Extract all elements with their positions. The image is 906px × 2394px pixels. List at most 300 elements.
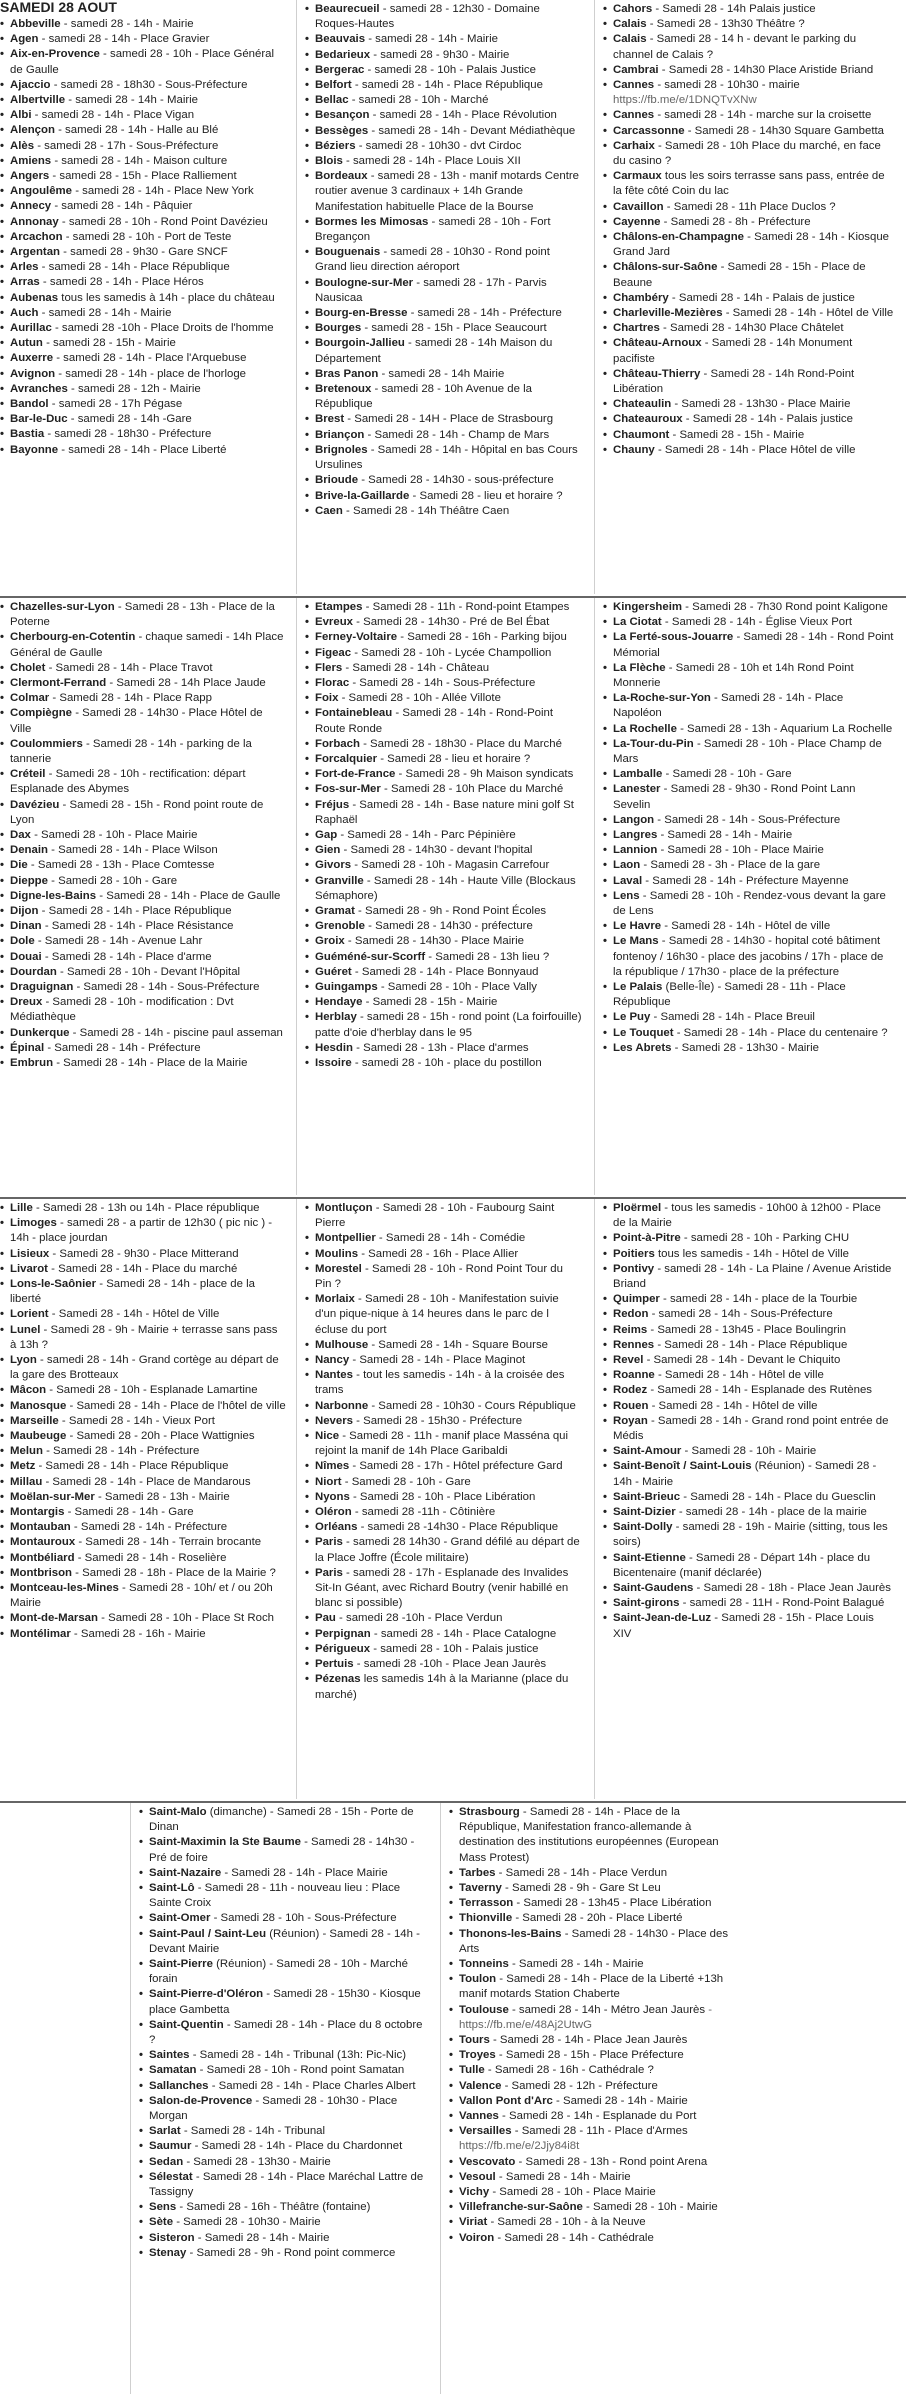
event-details: - samedi 28 - 14h - La Plaine / Avenue Aristide Briand	[613, 1262, 892, 1291]
event-details: - samedi 28 - 14h - place de la Tourbie	[659, 1293, 858, 1306]
city-name: Beaurecueil	[315, 3, 380, 15]
event-details: - Samedi 28 - 15h30 - Préfecture	[353, 1414, 523, 1427]
city-name: Dunkerque	[10, 1026, 70, 1039]
event-item	[0, 661, 286, 676]
city-name: Chateauroux	[613, 413, 683, 426]
event-details: - Samedi 28 - 13h lieu ?	[425, 950, 550, 963]
event-item	[603, 737, 894, 767]
event-item	[139, 2048, 424, 2063]
city-name: Annonay	[10, 215, 59, 228]
city-name: Lyon	[10, 1354, 37, 1367]
event-details: (Réunion) - Samedi 28 - 14h - Mairie	[613, 1460, 877, 1488]
event-item	[449, 1896, 734, 1911]
event-link[interactable]: https://fb.me/e/2Jjy84i8t	[459, 2140, 580, 2153]
event-item	[449, 1881, 734, 1896]
city-name: Bordeaux	[315, 170, 368, 183]
event-item	[305, 93, 582, 108]
event-details: - Samedi 28 - 14h - Église Vieux Port	[661, 616, 853, 629]
event-details: - samedi 28 - 14h - Place Héros	[39, 276, 204, 289]
event-item	[603, 843, 894, 858]
event-details: - Samedi 28 - 14h30 - Place Hôtel de Ville	[10, 707, 263, 735]
event-details: - samedi 28 - 14h - Mairie	[38, 306, 172, 319]
event-details: - Samedi 28 - 14h - Rond Point Mémorial	[613, 631, 894, 659]
event-item	[305, 473, 582, 488]
event-item	[305, 1010, 582, 1040]
event-details: - Samedi 28 - 15h - Place Préfecture	[495, 2049, 684, 2062]
event-item	[603, 767, 894, 782]
event-item	[0, 676, 286, 691]
event-item	[603, 1383, 894, 1398]
event-details: - samedi 28 - 14h - Sous-Préfecture	[648, 1308, 833, 1321]
event-item	[305, 504, 582, 519]
event-link[interactable]: https://fb.me/e/1DNQTvXNw	[613, 94, 757, 107]
event-item	[305, 245, 582, 275]
event-details: - Samedi 28 - 14h - Place Bonnyaud	[351, 965, 539, 978]
event-item	[305, 108, 582, 123]
event-details: - Samedi 28 - 16h - Cathédrale ?	[484, 2064, 654, 2077]
event-details: - chaque samedi - 14h Place Général de Gaulle	[10, 631, 284, 659]
event-details: - samedi 28 - 14h - Devant Médiathèque	[368, 124, 576, 137]
city-name: Forbach	[315, 737, 360, 750]
city-name: Cavaillon	[613, 200, 664, 213]
city-name: Vesoul	[459, 2170, 496, 2183]
city-name: Alès	[10, 139, 35, 152]
event-details: - Samedi 28 - 14h - Préfecture	[44, 1041, 201, 1054]
event-item	[0, 1551, 286, 1566]
city-name: Sedan	[149, 2155, 184, 2168]
city-name: Lannion	[613, 844, 658, 857]
event-item	[603, 260, 894, 290]
event-details: (Réunion) - Samedi 28 - 10h - Marché forain	[149, 1958, 408, 1986]
city-name: Chauny	[613, 443, 655, 456]
city-name: Bourg-en-Bresse	[315, 307, 408, 320]
city-name: Sélestat	[149, 2170, 193, 2183]
event-item	[603, 108, 894, 123]
city-name: Laon	[613, 859, 641, 872]
event-details: - Samedi 28 - 14h - Préfecture Mayenne	[642, 874, 849, 887]
city-name: Dole	[10, 935, 35, 948]
events-column	[130, 1803, 430, 2394]
event-details: - samedi 28 - 14h - Mairie	[365, 33, 498, 46]
city-name: Embrun	[10, 1057, 54, 1070]
event-details: - Samedi 28 - 14h - Place Travot	[45, 661, 213, 674]
event-details: - Samedi 28 - 14h - Tribunal	[180, 2125, 326, 2138]
event-details: - samedi 28 - 14h - Mairie	[60, 18, 194, 30]
city-name: Nyons	[315, 1490, 350, 1503]
city-name: Cayenne	[613, 215, 661, 228]
event-item	[0, 93, 286, 108]
city-name: Narbonne	[315, 1399, 369, 1412]
event-item	[0, 843, 286, 858]
city-name: Brest	[315, 413, 345, 426]
event-details: - Samedi 28 - 14h - Terrain brocante	[75, 1536, 262, 1549]
event-item	[0, 965, 286, 980]
city-name: Fontainebleau	[315, 707, 393, 720]
city-name: Bastia	[10, 428, 45, 441]
event-item	[305, 1247, 582, 1262]
event-item	[603, 17, 894, 32]
city-name: Nancy	[315, 1354, 350, 1367]
event-item	[449, 2200, 734, 2215]
event-details: - Samedi 28 - 14h - Mairie	[508, 1958, 644, 1971]
event-details: - Samedi 28 - 14h - Hôpital en bas Cours Ursulines	[315, 443, 578, 472]
event-item	[603, 600, 894, 615]
event-item	[305, 950, 582, 965]
event-details: - samedi 28 - 10h - Marché	[348, 94, 489, 107]
event-details: - Samedi 28 - 14h - Place Napoléon	[613, 692, 844, 720]
city-name: Orléans	[315, 1521, 358, 1534]
event-details: - samedi 28 - 18h30 - Sous-Préfecture	[50, 78, 248, 91]
event-item	[305, 1459, 582, 1474]
city-name: Lorient	[10, 1308, 49, 1321]
event-item	[603, 336, 894, 366]
event-details: - Samedi 28 - 13h30 - Place Mairie	[671, 398, 851, 411]
city-name: Saint-Paul / Saint-Leu	[149, 1927, 267, 1940]
city-name: Forcalquier	[315, 753, 378, 766]
city-name: Royan	[613, 1414, 648, 1427]
city-name: Perpignan	[315, 1627, 371, 1640]
event-details: - Samedi 28 - 10h - Place Champ de Mars	[613, 737, 882, 766]
event-details: - Samedi 28 - 14h - Place de l'hôtel de ville	[66, 1399, 286, 1412]
event-details: - samedi 28 - 14h - Place Révolution	[369, 109, 557, 122]
events-column	[296, 598, 588, 1195]
city-name: Périgueux	[315, 1642, 371, 1655]
city-name: Annecy	[10, 200, 52, 213]
event-link[interactable]: - https://fb.me/e/48Aj2UtwG	[459, 2003, 713, 2031]
city-name: Maubeuge	[10, 1430, 67, 1443]
city-name: Carcassonne	[613, 124, 685, 137]
event-details: - samedi 28 - 15h - Mairie	[42, 337, 176, 350]
city-name: Valence	[459, 2079, 502, 2092]
event-details: - Samedi 28 - 13h - Place Comtesse	[27, 859, 215, 872]
event-details: - Samedi 28 - 18h - Place de la Mairie ?	[72, 1566, 276, 1579]
event-item	[449, 2094, 734, 2109]
event-item	[0, 427, 286, 442]
event-item	[305, 1429, 582, 1459]
city-name: Mâcon	[10, 1384, 47, 1397]
event-details: - samedi 28 - 10h - Port de Teste	[62, 230, 232, 243]
city-name: Nice	[315, 1430, 340, 1443]
event-details: - Samedi 28 - 13h30 Théâtre ?	[646, 18, 805, 31]
city-name: Denain	[10, 844, 48, 857]
event-item	[603, 367, 894, 397]
event-item	[305, 78, 582, 93]
events-column	[594, 1199, 900, 1799]
event-item	[603, 428, 894, 443]
event-item	[305, 676, 582, 691]
event-details: - samedi 28 - 14h Mairie	[378, 367, 505, 380]
event-details: - Samedi 28 - 14h - Parc Pépinière	[337, 829, 516, 842]
city-name: Caen	[315, 504, 343, 517]
event-details: - Samedi 28 - 14h - Place Charles Albert	[208, 2079, 416, 2092]
event-item	[603, 1368, 894, 1383]
event-item	[449, 2033, 734, 2048]
city-name: Guingamps	[315, 981, 378, 994]
event-item	[305, 169, 582, 215]
event-item	[603, 230, 894, 260]
event-details: - Samedi 28 - 14h - piscine paul asseman	[69, 1026, 283, 1039]
event-details: - samedi 28 -10h - Place Verdun	[335, 1612, 503, 1625]
event-details: - Samedi 28 - 14h - Palais justice	[682, 413, 853, 426]
event-item	[0, 600, 286, 630]
event-item	[449, 2170, 734, 2185]
event-details: - Samedi 28 - 14h - Devant le Chiquito	[643, 1354, 841, 1367]
city-name: Bormes les Mimosas	[315, 215, 429, 228]
city-name: Revel	[613, 1354, 644, 1367]
event-item	[305, 661, 582, 676]
city-name: Groix	[315, 935, 345, 948]
city-name: Oléron	[315, 1506, 352, 1519]
event-details: - Samedi 28 - 9h - Gare St Leu	[501, 1882, 661, 1895]
event-details: - Samedi 28 - 11h - nouveau lieu : Place Sainte Croix	[149, 1882, 401, 1910]
event-item	[305, 1672, 582, 1702]
city-name: Carhaix	[613, 139, 655, 152]
event-item	[0, 980, 286, 995]
event-item	[603, 443, 894, 458]
event-details: - Samedi 28 - 14h30 - Place des Arts	[459, 1927, 729, 1955]
event-item	[603, 1490, 894, 1505]
event-details: - samedi 28 - 14h - Place Catalogne	[370, 1627, 557, 1640]
city-name: Auch	[10, 306, 39, 319]
event-item	[305, 1201, 582, 1231]
event-details: - Samedi 28 - 13h45 - Place Boulingrin	[647, 1323, 847, 1336]
event-details: - Samedi 28 - 13h - Place d'armes	[352, 1041, 529, 1054]
city-name: Poitiers	[613, 1247, 655, 1260]
city-name: Strasbourg	[459, 1806, 520, 1818]
event-details: - Samedi 28 - 10h - Faubourg Saint Pierre	[315, 1202, 555, 1230]
event-item	[305, 874, 582, 904]
event-details: - Samedi 28 - 10h - Rendez-vous devant la gare de Lens	[613, 889, 886, 918]
event-details: - samedi 28 - 14h - Place Louis XII	[342, 155, 521, 168]
event-item	[305, 858, 582, 873]
city-name: Moëlan-sur-Mer	[10, 1490, 95, 1503]
event-item	[139, 2200, 424, 2215]
event-item	[603, 1041, 894, 1056]
city-name: Brignoles	[315, 443, 368, 456]
city-name: Montargis	[10, 1506, 65, 1519]
event-item	[603, 1292, 894, 1307]
event-item	[305, 904, 582, 919]
event-item	[0, 1505, 286, 1520]
event-details: - samedi 28 - 14h - Place Gravier	[38, 33, 210, 46]
event-item	[0, 630, 286, 660]
event-details: - samedi 28 - 14h - Place Vigan	[31, 109, 195, 122]
event-details: - Samedi 28 - 14h - Préfecture	[42, 1445, 200, 1458]
city-name: Saint-girons	[613, 1597, 680, 1610]
city-name: Coulommiers	[10, 737, 83, 750]
event-item	[449, 1972, 734, 2002]
event-details: - samedi 28 - 15h - Place Seaucourt	[361, 322, 547, 335]
event-details: - Samedi 28 - 9h - Mairie + terrasse sans pass à 13h ?	[10, 1323, 278, 1351]
event-details: - Samedi 28 - 14h - Square Bourse	[368, 1338, 548, 1351]
city-name: Fréjus	[315, 798, 350, 811]
event-details: - Samedi 28 - 14h - Hôtel de ville	[648, 1399, 818, 1412]
event-item	[305, 737, 582, 752]
event-item	[305, 489, 582, 504]
event-details: - Samedi 28 - 14h - Palais de justice	[668, 291, 855, 304]
event-details: - Samedi 28 - 10h - Rond point Samatan	[196, 2064, 405, 2077]
city-name: Niort	[315, 1475, 342, 1488]
city-name: Morestel	[315, 1262, 362, 1275]
event-details: - Samedi 28 - 10h - Gare	[662, 768, 792, 781]
event-details: - Samedi 28 - lieu et horaire ?	[377, 753, 531, 766]
event-details: - Samedi 28 - 14h - Place Mairie	[221, 1866, 388, 1879]
event-details: - Samedi 28 - 14h - Place Breuil	[650, 1011, 815, 1024]
event-item	[0, 169, 286, 184]
event-details: - Samedi 28 - 9h - Rond Point Écoles	[354, 905, 547, 918]
event-details: - samedi 28 - 13h - manif motards Centre routier avenue 3 cardinaux + 14h Grande Manifestation habituelle Place de la Bourse	[315, 170, 579, 213]
event-details: - Samedi 28 - 14h - Hôtel de Ville	[722, 307, 894, 320]
city-name: Toulouse	[459, 2003, 509, 2016]
city-name: Sarlat	[149, 2125, 181, 2138]
event-item	[139, 2155, 424, 2170]
event-item	[0, 245, 286, 260]
event-details: - Samedi 28 - Départ 14h - place du Bicentenaire (manif déclarée)	[613, 1551, 871, 1579]
event-item	[0, 1566, 286, 1581]
event-details: - Samedi 28 - 9h Maison syndicats	[395, 768, 574, 781]
city-name: Montauban	[10, 1521, 71, 1534]
event-item	[603, 63, 894, 78]
section-divider	[0, 596, 906, 598]
event-item	[0, 767, 286, 797]
city-name: Tarbes	[459, 1866, 496, 1879]
event-item	[449, 1805, 734, 1866]
event-details: - Samedi 28 - 11h - Place d'Armes	[511, 2125, 688, 2138]
event-details: - Samedi 28 - 13h30 - Mairie	[183, 2155, 331, 2168]
event-details: - Samedi 28 - 13h - Place de la Poterne	[10, 601, 275, 629]
event-item	[305, 934, 582, 949]
event-item	[603, 1307, 894, 1322]
event-details: - Samedi 28 - 15h - Mairie	[362, 996, 498, 1009]
city-name: Cannes	[613, 79, 655, 92]
event-details: - Samedi 28 - 10h - Place Mairie	[30, 829, 198, 842]
event-details: - Samedi 28 - 10h - Magasin Carrefour	[351, 859, 550, 872]
city-name: Evreux	[315, 616, 353, 629]
event-details: - Samedi 28 - 10h30 - Cours République	[368, 1399, 576, 1412]
event-item	[305, 615, 582, 630]
event-item	[0, 412, 286, 427]
city-name: Davézieu	[10, 798, 60, 811]
event-details: - samedi 28 - 14h - marche sur la croisette	[654, 109, 872, 122]
city-name: Besançon	[315, 109, 370, 122]
event-details: - Samedi 28 - 16h - Théâtre (fontaine)	[176, 2201, 371, 2214]
event-item	[139, 1835, 424, 1865]
city-name: Metz	[10, 1460, 36, 1473]
event-details: - Samedi 28 - 14h - Rond-Point Route Ronde	[315, 707, 554, 735]
city-name: Lens	[613, 889, 640, 902]
event-details: - Samedi 28 - 14h - Place de la République, Manifestation franco-allemande à destination des institutions européennes (European Mass Protest)	[459, 1806, 719, 1864]
event-details: - Samedi 28 - 9h - Rond point commerce	[186, 2246, 396, 2259]
events-column	[594, 0, 900, 594]
city-name: Saintes	[149, 2049, 190, 2062]
event-item	[305, 336, 582, 366]
event-details: - Samedi 28 - 16h - Place Allier	[358, 1247, 519, 1260]
event-details: - Samedi 28 - 14h - Mairie	[552, 2094, 688, 2107]
event-item	[305, 646, 582, 661]
city-name: Autun	[10, 337, 43, 350]
city-name: Saint-Gaudens	[613, 1582, 694, 1595]
event-details: - Samedi 28 - 14h - Base nature mini golf St Raphaël	[315, 798, 574, 826]
event-item	[449, 2155, 734, 2170]
city-name: Beauvais	[315, 33, 366, 46]
event-item	[305, 1056, 582, 1071]
city-name: Calais	[613, 33, 647, 46]
event-details: - Samedi 28 - 10h - Mairie	[681, 1445, 817, 1458]
event-details: - Samedi 28 - 14h - Sous-Préfecture	[654, 813, 841, 826]
event-item	[603, 1247, 894, 1262]
city-name: Lons-le-Saônier	[10, 1278, 97, 1291]
event-item	[305, 965, 582, 980]
event-item	[305, 980, 582, 995]
city-name: Angers	[10, 170, 50, 183]
city-name: Samatan	[149, 2064, 197, 2077]
event-item	[0, 321, 286, 336]
city-name: Bellac	[315, 94, 349, 107]
city-name: Salon-de-Provence	[149, 2094, 253, 2107]
event-details: - Samedi 28 - 10h - Place St Roch	[97, 1612, 274, 1625]
city-name: Moulins	[315, 1247, 359, 1260]
event-item	[603, 139, 894, 169]
event-details: - Samedi 28 - 15h30 - Kiosque place Gambetta	[149, 1988, 421, 2016]
event-item	[305, 139, 582, 154]
event-details: - Samedi 28 - 10h Place du Marché	[380, 783, 564, 796]
event-item	[305, 1292, 582, 1338]
city-name: Montceau-les-Mines	[10, 1582, 119, 1595]
city-name: Figeac	[315, 646, 352, 659]
event-details: - Samedi 28 - 14h - Place Verdun	[495, 1866, 668, 1879]
city-name: Dreux	[10, 996, 43, 1009]
city-name: Sallanches	[149, 2079, 209, 2092]
city-name: Tours	[459, 2034, 490, 2047]
event-details: - Samedi 28 - 10h/ et / ou 20h Mairie	[10, 1582, 273, 1610]
event-details: - samedi 28 - 10h Avenue de la République	[315, 383, 532, 411]
event-details: - Samedi 28 - 10h - Place Mairie	[657, 844, 824, 857]
event-item	[0, 1520, 286, 1535]
city-name: Pau	[315, 1612, 336, 1625]
city-name: La Ciotat	[613, 616, 662, 629]
event-item	[0, 1307, 286, 1322]
event-details: - samedi 28 - 17h Pégase	[48, 398, 183, 411]
event-details: (dimanche) - Samedi 28 - 15h - Porte de Dinan	[149, 1806, 414, 1834]
city-name: Vallon Pont d'Arc	[459, 2094, 553, 2107]
city-name: Château-Thierry	[613, 367, 701, 380]
event-details: - Samedi 28 - 14h30 - hopital coté bâtiment fontenoy / 16h30 - place des jacobins / 17h - place de la république / 17h30 - place de la préfecture	[613, 935, 884, 978]
city-name: Hendaye	[315, 996, 363, 1009]
event-item	[305, 382, 582, 412]
city-name: Digne-les-Bains	[10, 889, 97, 902]
event-item	[0, 995, 286, 1025]
city-name: Charleville-Mezières	[613, 307, 723, 320]
city-name: Herblay	[315, 1011, 357, 1024]
event-item	[305, 306, 582, 321]
city-name: Saint-Dizier	[613, 1506, 676, 1519]
event-details: - Samedi 28 - 14h - Place de la Mairie	[53, 1057, 248, 1070]
event-details: - Samedi 28 - 14H - Place de Strasbourg	[344, 413, 554, 426]
event-details: - samedi 28 - 10h30 - Rond point Grand lieu direction aéroport	[315, 246, 550, 274]
event-item	[305, 1566, 582, 1612]
event-details: - samedi 28 -11h - Côtinière	[351, 1506, 496, 1519]
event-item	[139, 2215, 424, 2230]
event-item	[603, 919, 894, 934]
event-item	[603, 1611, 894, 1641]
event-item	[603, 630, 894, 660]
city-name: Le Puy	[613, 1011, 651, 1024]
city-name: Nevers	[315, 1414, 353, 1427]
event-item	[0, 1399, 286, 1414]
event-details: - Samedi 28 - 14h - Sous-Préfecture	[349, 677, 536, 690]
event-item	[0, 858, 286, 873]
city-name: Montpellier	[315, 1232, 376, 1245]
